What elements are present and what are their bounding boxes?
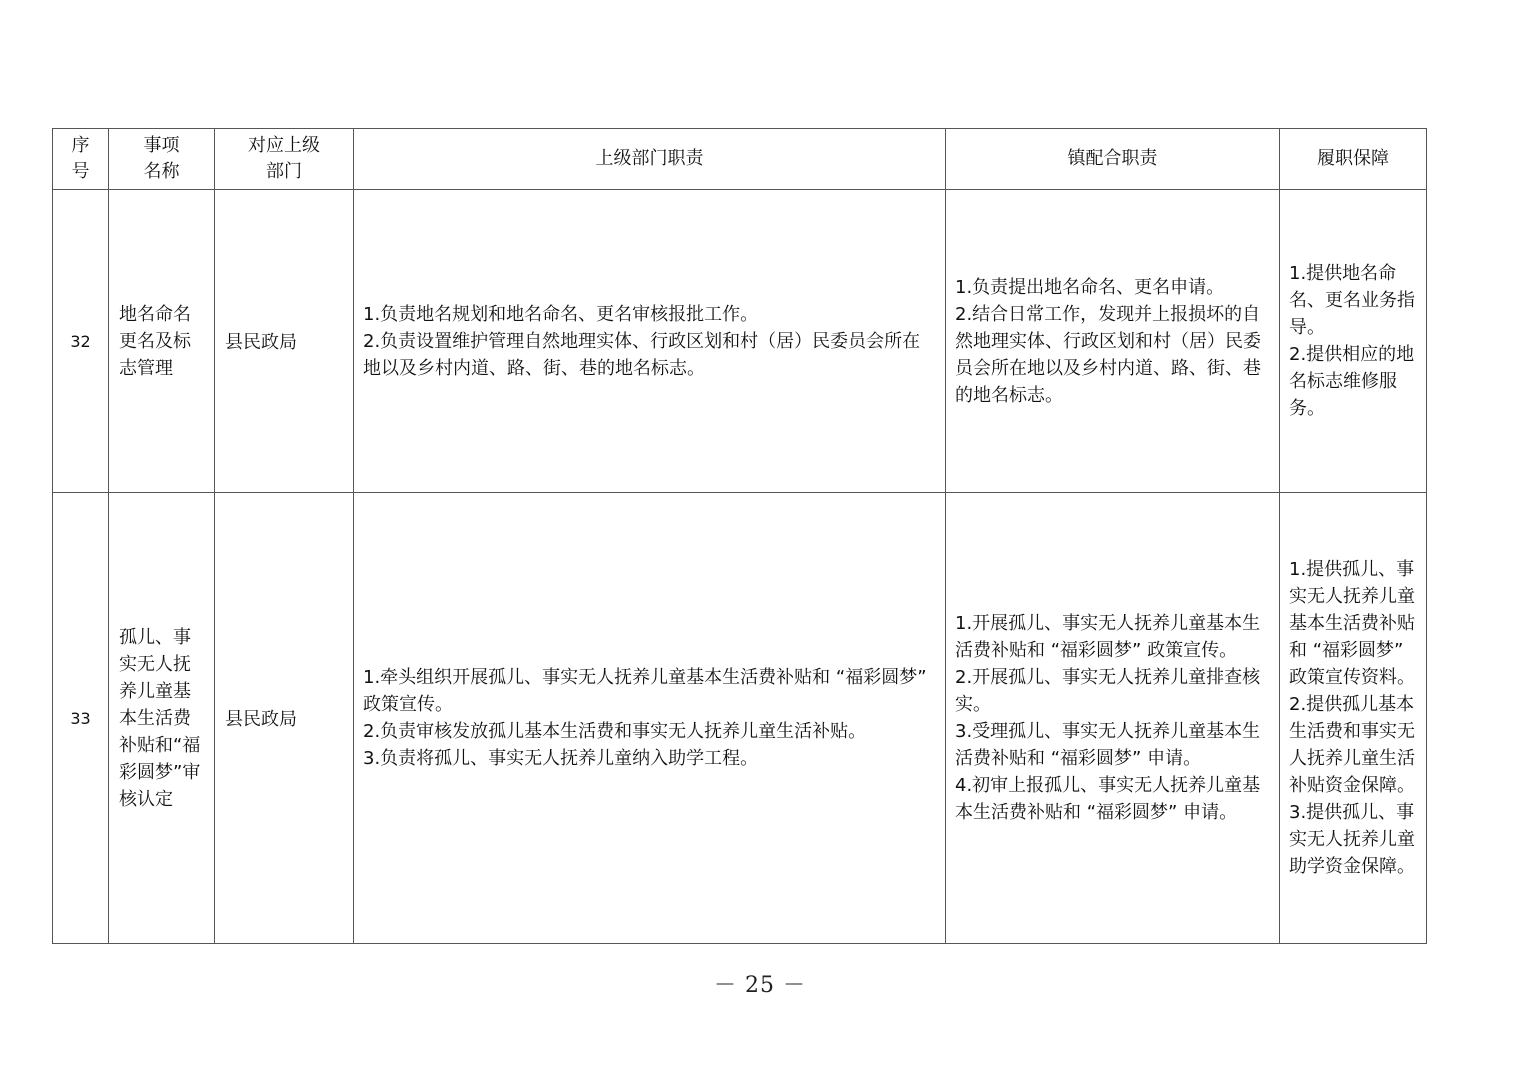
town-duty-item: 3.受理孤儿、事实无人抚养儿童基本生活费补贴和 “福彩圆梦” 申请。 <box>955 721 1261 769</box>
row-number: 32 <box>53 190 109 493</box>
table-row <box>53 493 1427 944</box>
guarantee-item: 2.提供孤儿基本生活费和事实无人抚养儿童生活补贴资金保障。 <box>1289 694 1415 796</box>
upper-department: 县民政局 <box>215 190 354 493</box>
guarantees-cell <box>1280 190 1427 493</box>
upper-duty-item: 2.负责审核发放孤儿基本生活费和事实无人抚养儿童生活补贴。 <box>363 721 867 742</box>
header-dept: 对应上级 部门 <box>215 129 354 190</box>
header-upper-duties: 上级部门职责 <box>354 129 946 190</box>
town-duties-cell <box>946 190 1280 493</box>
upper-department: 县民政局 <box>215 493 354 944</box>
town-duty-item: 1.负责提出地名命名、更名申请。 <box>955 276 1225 298</box>
table-row <box>53 190 1427 493</box>
header-guarantees: 履职保障 <box>1280 129 1427 190</box>
header-name: 事项 名称 <box>109 129 215 190</box>
upper-duty-item: 2.负责设置维护管理自然地理实体、行政区划和村（居）民委员会所在地以及乡村内道、路、街、巷的地名标志。 <box>363 330 921 379</box>
guarantee-item: 1.提供孤儿、事实无人抚养儿童基本生活费补贴和 “福彩圆梦” 政策宣传资料。 <box>1289 559 1415 688</box>
header-no: 序 号 <box>53 129 109 190</box>
town-duty-item: 1.开展孤儿、事实无人抚养儿童基本生活费补贴和 “福彩圆梦” 政策宣传。 <box>955 613 1261 661</box>
row-number: 33 <box>53 493 109 944</box>
upper-duty-item: 3.负责将孤儿、事实无人抚养儿童纳入助学工程。 <box>363 748 759 769</box>
duty-table <box>52 128 1427 944</box>
upper-duties-cell <box>354 190 946 493</box>
guarantee-item: 3.提供孤儿、事实无人抚养儿童助学资金保障。 <box>1289 802 1415 877</box>
town-duty-item: 2.结合日常工作，发现并上报损坏的自然地理实体、行政区划和村（居）民委员会所在地以及乡村内道、路、街、巷的地名标志。 <box>955 303 1261 406</box>
guarantee-item: 2.提供相应的地名标志维修服务。 <box>1289 344 1415 419</box>
town-duty-item: 2.开展孤儿、事实无人抚养儿童排查核实。 <box>955 667 1261 715</box>
header-row <box>53 129 1427 190</box>
upper-duty-item: 1.负责地名规划和地名命名、更名审核报批工作。 <box>363 303 759 325</box>
town-duty-item: 4.初审上报孤儿、事实无人抚养儿童基本生活费补贴和 “福彩圆梦” 申请。 <box>955 775 1261 823</box>
item-name: 孤儿、事实无人抚养儿童基本生活费补贴和“福彩圆梦”审核认定 <box>109 493 215 944</box>
header-town-duties: 镇配合职责 <box>946 129 1280 190</box>
town-duties-cell <box>946 493 1280 944</box>
page-number: － 25 － <box>714 973 806 998</box>
guarantees-cell <box>1280 493 1427 944</box>
item-name: 地名命名更名及标志管理 <box>109 190 215 493</box>
upper-duties-cell <box>354 493 946 944</box>
guarantee-item: 1.提供地名命名、更名业务指导。 <box>1289 263 1415 338</box>
upper-duty-item: 1.牵头组织开展孤儿、事实无人抚养儿童基本生活费补贴和 “福彩圆梦” 政策宣传。 <box>363 667 927 715</box>
